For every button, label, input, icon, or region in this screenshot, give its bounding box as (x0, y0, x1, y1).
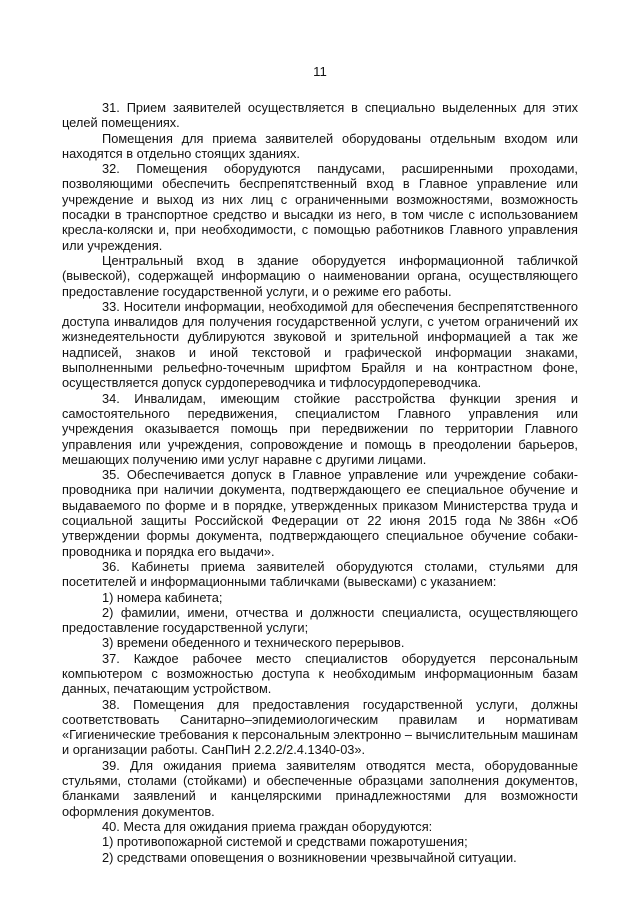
page-number: 11 (313, 64, 327, 79)
paragraph-37: 37. Каждое рабочее место специалистов оборудуется персональным компьютером с возможностью доступа к необходимым информационным базам данных, печатающим устройством. (62, 650, 578, 697)
paragraph-38: 38. Помещения для предоставления государственной услуги, должны соответствовать Санитарно–эпидемиологическим правилам и нормативам «Гигиенические требования к персональным электронно – вычислительным машинам и организации работы. СанПиН 2.2.2/2.4.1340-03». (62, 696, 578, 758)
paragraph-40: 40. Места для ожидания приема граждан оборудуются: (102, 818, 433, 834)
paragraph-31: 31. Прием заявителей осуществляется в специально выделенных для этих целей помещениях. (62, 100, 578, 131)
paragraph-31-premises: Помещения для приема заявителей оборудованы отдельным входом или находятся в отдельно стоящих зданиях. (62, 130, 578, 161)
list-item-36-1: 1) номера кабинета; (102, 589, 223, 605)
list-item-40-2: 2) средствами оповещения о возникновении чрезвычайной ситуации. (102, 849, 517, 865)
list-item-40-1: 1) противопожарной системой и средствами пожаротушения; (102, 834, 468, 850)
paragraph-33: 33. Носители информации, необходимой для обеспечения беспрепятственного доступа инвалидов для получения государственной услуги, с учетом ограничений их жизнедеятельности дублируются звуковой и зрительной информацией а так же надписей, знаков и иной текстовой и графической информации знаками, выполненными рельефно-точечным шрифтом Брайля и на контрастном фоне, осуществляется допуск сурдопереводчика и тифлосурдопереводчика. (62, 298, 578, 391)
paragraph-35: 35. Обеспечивается допуск в Главное управление или учреждение собаки-проводника при наличии документа, подтверждающего ее специальное обучение и выдаваемого по форме и в порядке, утвержденных приказом Министерства труда и социальной защиты Российской Федерации от 22 июня 2015 года №386н «Об утверждении формы документа, подтверждающего специальное обучение собаки-проводника и порядка его выдачи». (62, 467, 578, 559)
paragraph-39: 39. Для ожидания приема заявителям отводятся места, оборудованные стульями, столами (стойками) и обеспеченные образцами заполнения документов, бланками заявлений и канцелярскими принадлежностями для возможности оформления документов. (62, 757, 578, 819)
document-body (62, 100, 578, 865)
list-item-36-2: 2) фамилии, имени, отчества и должности специалиста, осуществляющего предоставление государственной услуги; (62, 604, 578, 636)
paragraph-32-entrance: Центральный вход в здание оборудуется информационной табличкой (вывеской), содержащей информацию о наименовании органа, осуществляющего предоставление государственной услуги, и о режиме его работы. (62, 252, 578, 299)
paragraph-36: 36. Кабинеты приема заявителей оборудуются столами, стульями для посетителей и информационными табличками (вывесками) с указанием: (62, 558, 578, 590)
paragraph-34: 34. Инвалидам, имеющим стойкие расстройства функции зрения и самостоятельного передвижения, специалистом Главного управления или учреждения оказывается помощь при передвижении по территории Главного управления или учреждения, сопровождение и помощь в преодолении барьеров, мешающих получению ими услуг наравне с другими лицами. (62, 390, 578, 467)
list-item-36-3: 3) времени обеденного и технического перерывов. (102, 635, 405, 651)
paragraph-32: 32. Помещения оборудуются пандусами, расширенными проходами, позволяющими обеспечить беспрепятственный вход в Главное управление или учреждение и выход из них лиц с ограниченными возможностями, возможность посадки в транспортное средство и высадки из него, в том числе с использованием кресла-коляски и, при необходимости, с помощью работников Главного управления или учреждения. (62, 161, 578, 253)
